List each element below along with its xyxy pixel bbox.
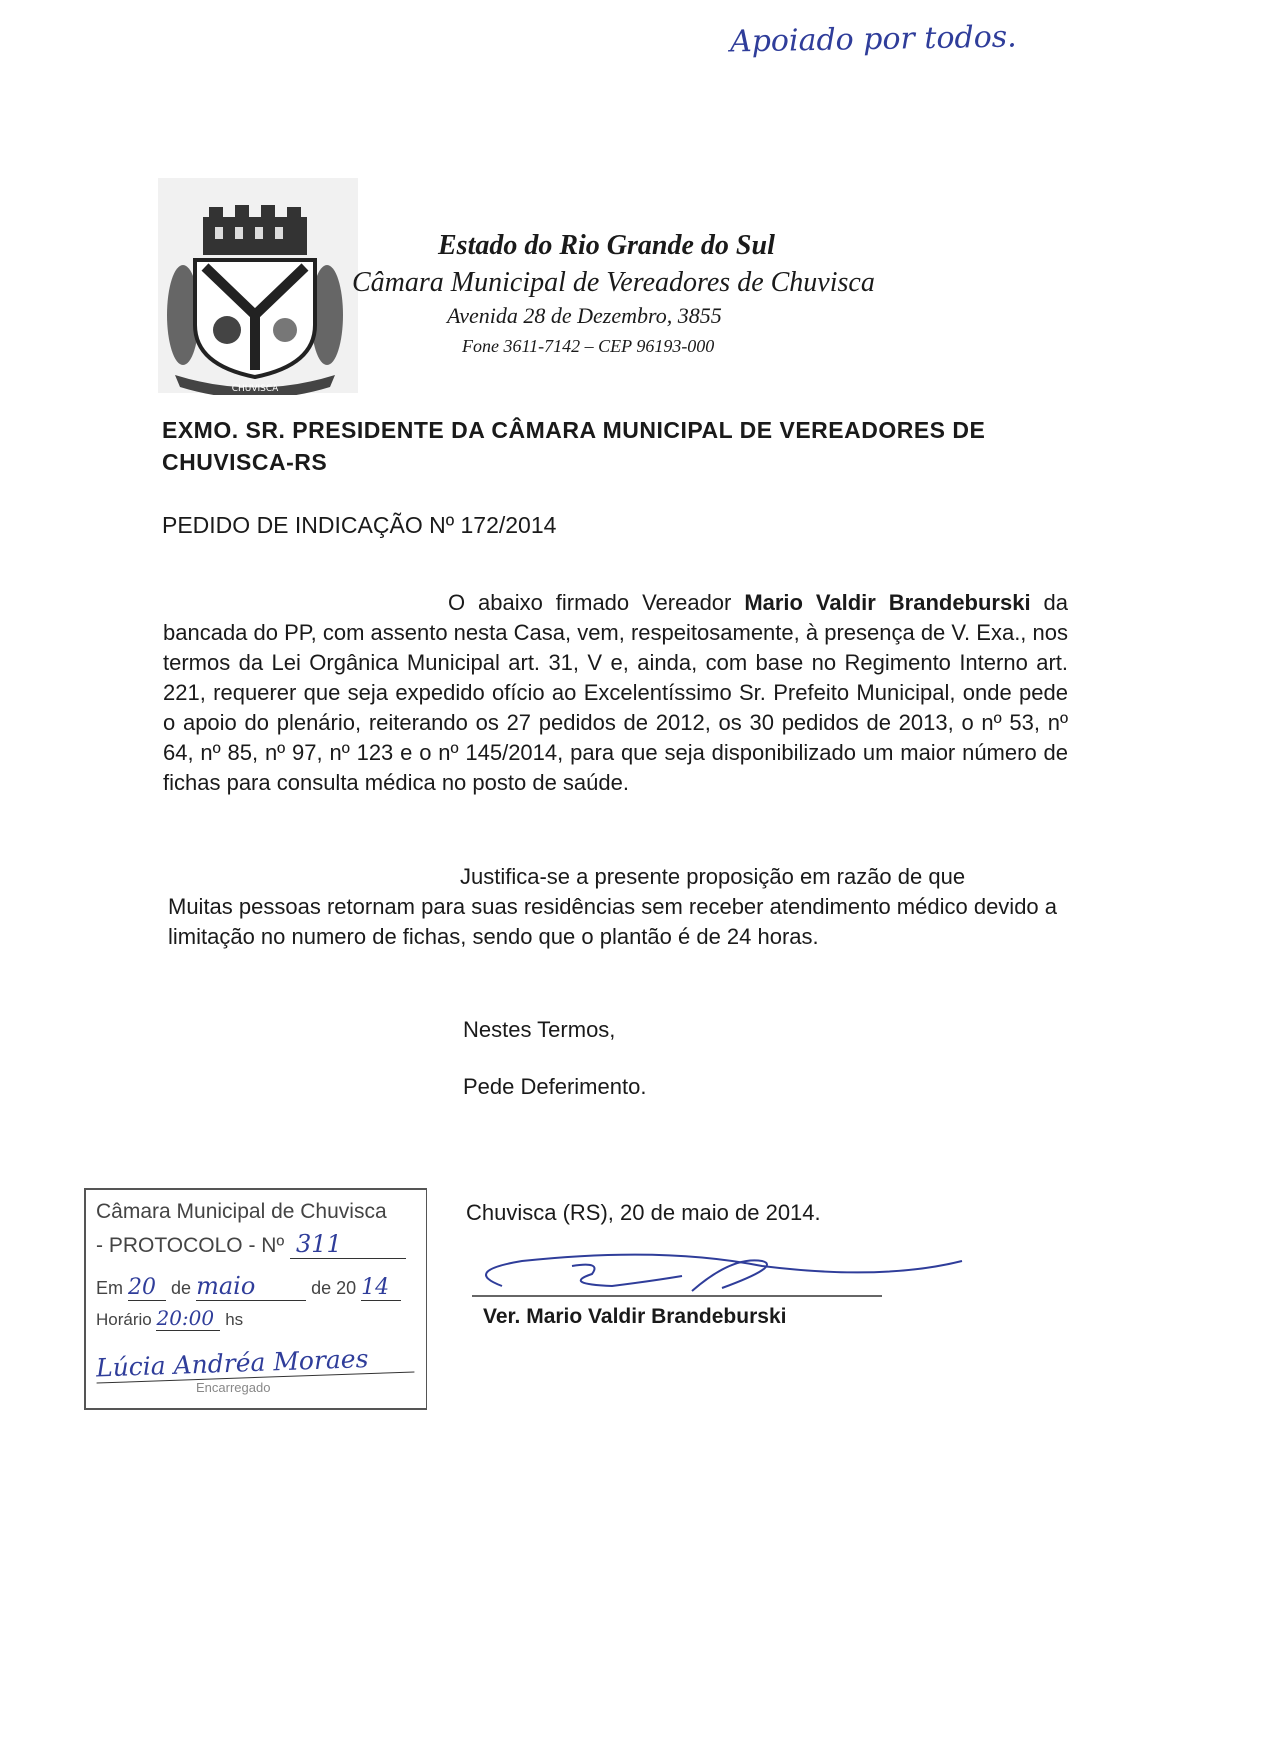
- stamp-em-label: Em: [96, 1278, 123, 1298]
- crest-ribbon-text: CHUVISCA: [231, 384, 279, 394]
- stamp-role: Encarregado: [196, 1380, 271, 1395]
- letterhead-contact: Fone 3611-7142 – CEP 96193-000: [462, 336, 715, 356]
- request-title: PEDIDO DE INDICAÇÃO Nº 172/2014: [162, 512, 557, 538]
- p1-intro: O abaixo firmado Vereador: [448, 590, 745, 615]
- letterhead-state: Estado do Rio Grande do Sul: [438, 230, 775, 261]
- stamp-de-label-1: de: [171, 1278, 192, 1298]
- body-paragraph-2: [168, 862, 1068, 952]
- stamp-signature: Lúcia Andréa Moraes: [96, 1342, 415, 1383]
- stamp-hs-label: hs: [225, 1310, 244, 1329]
- signatory-name: Ver. Mario Valdir Brandeburski: [483, 1305, 787, 1328]
- stamp-time-row: [96, 1306, 243, 1331]
- stamp-date-row: [96, 1272, 401, 1301]
- stamp-month: maio: [196, 1272, 306, 1301]
- body-paragraph-1: [163, 588, 1068, 798]
- protocol-stamp: [84, 1188, 427, 1410]
- addressee: [162, 414, 1082, 478]
- stamp-horario-label: Horário: [96, 1310, 152, 1329]
- p2-line-1: Justifica-se a presente proposição em razão de que: [460, 864, 966, 889]
- stamp-year: 14: [361, 1275, 401, 1301]
- p2-rest: Muitas pessoas retornam para suas residências sem receber atendimento médico devido a limitação no numero de fichas, sendo que o plantão é de 24 horas.: [168, 894, 1058, 949]
- p1-rest: da bancada do PP, com assento nesta Casa, vem, respeitosamente, à presença de V. Exa., nos termos da Lei Orgânica Municipal art. 31, V e, ainda, com base no Regimento Interno art. 221, requerer que seja expedido ofício ao Excelentíssimo Sr. Prefeito Municipal, onde pede o apoio do plenário, reiterando os 27 pedidos de 2012, os 30 pedidos de 2013, o nº 53, nº 64, nº 85, nº 97, nº 123 e o nº 145/2014, para que seja disponibilizado um maior número de fichas para consulta médica no posto de saúde.: [163, 590, 1069, 795]
- stamp-protocol-row: [96, 1230, 406, 1259]
- place-date: Chuvisca (RS), 20 de maio de 2014.: [466, 1200, 821, 1225]
- handwritten-annotation: Apoiado por todos.: [729, 19, 1017, 60]
- letterhead-chamber: Câmara Municipal de Vereadores de Chuvisca: [352, 267, 875, 298]
- addressee-line-2: CHUVISCA-RS: [162, 449, 328, 475]
- closing-line-2: Pede Deferimento.: [463, 1074, 647, 1099]
- stamp-de-label-2: de 20: [311, 1278, 357, 1298]
- councilor-name: Mario Valdir Brandeburski: [744, 590, 1031, 615]
- letterhead-address: Avenida 28 de Dezembro, 3855: [447, 303, 722, 328]
- closing-line-1: Nestes Termos,: [463, 1017, 616, 1042]
- stamp-day: 20: [128, 1275, 166, 1301]
- stamp-protocol-number: 311: [290, 1230, 406, 1259]
- stamp-protocol-label: - PROTOCOLO - Nº: [96, 1234, 285, 1257]
- crest-icon: [165, 205, 345, 395]
- addressee-line-1: EXMO. SR. PRESIDENTE DA CÂMARA MUNICIPAL DE VEREADORES DE: [162, 417, 986, 443]
- stamp-title: Câmara Municipal de Chuvisca: [96, 1200, 387, 1223]
- stamp-time: 20:00: [156, 1306, 220, 1331]
